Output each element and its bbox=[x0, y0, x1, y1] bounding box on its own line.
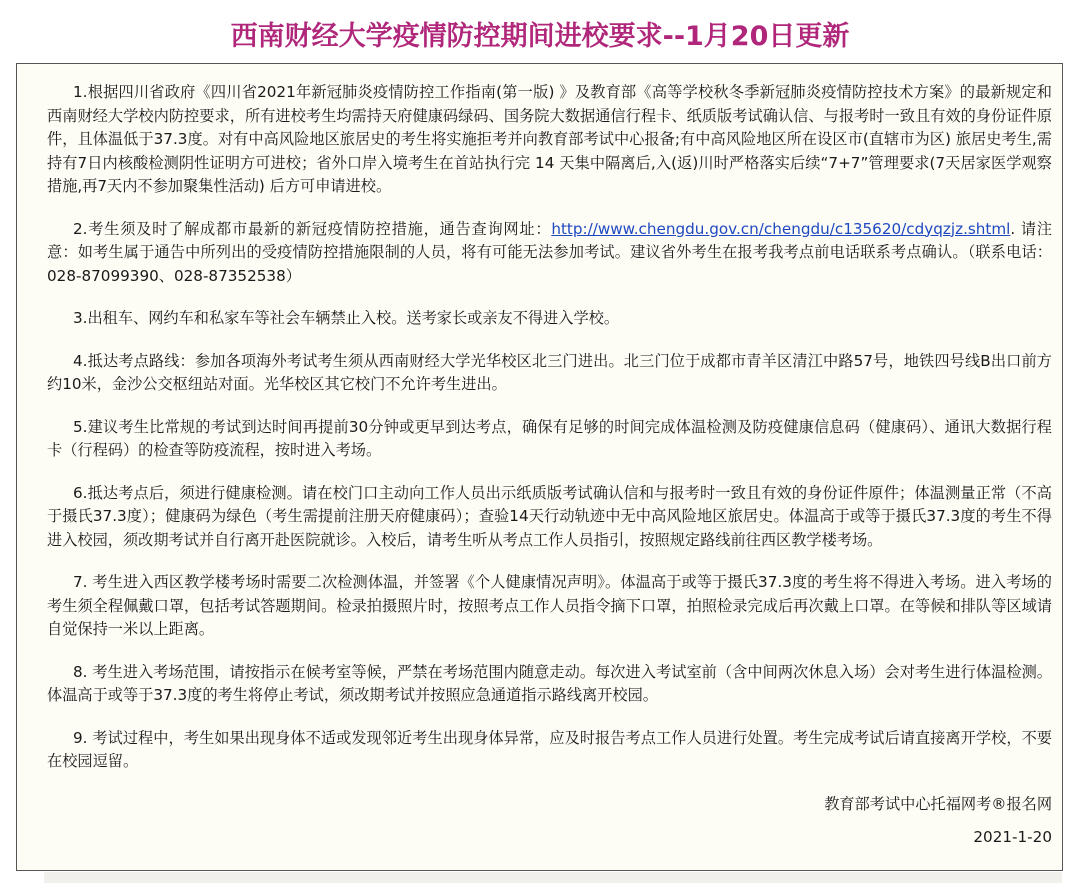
paragraph-2-suffix: . 请注意：如考生属于通告中所列出的受疫情防控措施限制的人员，将有可能无法参加考试。建议省外考生在报考我考点前电话联系考点确认。（联系电话：028-87099390、028-87352538） bbox=[47, 219, 1052, 285]
paragraph-6: 6.抵达考点后，须进行健康检测。请在校门口主动向工作人员出示纸质版考试确认信和与报考时一致且有效的身份证件原件；体温测量正常（不高于摄氏37.3度）；健康码为绿色（考生需提前注册天府健康码）；查验14天行动轨迹中无中高风险地区旅居史。体温高于或等于摄氏37.3度的考生不得进入校园，须改期考试并自行离开赴医院就诊。入校后，请考生听从考点工作人员指引，按照规定路线前往西区教学楼考场。 bbox=[47, 483, 1052, 549]
paragraph-2 bbox=[47, 218, 1052, 289]
paragraph-9: 9. 考试过程中，考生如果出现身体不适或发现邻近考生出现身体异常，应及时报告考点工作人员进行处置。考生完成考试后请直接离开学校，不要在校园逗留。 bbox=[47, 728, 1052, 770]
chengdu-notice-link[interactable]: http://www.chengdu.gov.cn/chengdu/c135620/cdyqzjz.shtml bbox=[551, 219, 1011, 238]
date-line: 2021-1-20 bbox=[973, 828, 1052, 846]
paragraph-3: 3.出租车、网约车和私家车等社会车辆禁止入校。送考家长或亲友不得进入学校。 bbox=[73, 309, 620, 327]
paragraph-7: 7. 考生进入西区教学楼考场时需要二次检测体温，并签署《个人健康情况声明》。体温高于或等于摄氏37.3度的考生将不得进入考场。进入考场的考生须全程佩戴口罩，包括考试答题期间。检录拍摄照片时，按照考点工作人员指令摘下口罩，拍照检录完成后再次戴上口罩。在等候和排队等区域请自觉保持一米以上距离。 bbox=[47, 573, 1052, 638]
notice-box bbox=[16, 63, 1063, 871]
paragraph-4: 4.抵达考点路线：参加各项海外考试考生须从西南财经大学光华校区北三门进出。北三门位于成都市青羊区清江中路57号，地铁四号线B出口前方约10米，金沙公交枢纽站对面。光华校区其它校门不允许考生进出。 bbox=[47, 351, 1052, 393]
source-line: 教育部考试中心托福网考®报名网 bbox=[824, 794, 1052, 813]
paragraph-2-prefix: 2.考生须及时了解成都市最新的新冠疫情防控措施，通告查询网址： bbox=[73, 219, 552, 238]
paragraph-8: 8. 考生进入考场范围，请按指示在候考室等候，严禁在考场范围内随意走动。每次进入考试室前（含中间两次休息入场）会对考生进行体温检测。体温高于或等于37.3度的考生将停止考试，须改期考试并按照应急通道指示路线离开校园。 bbox=[47, 662, 1052, 704]
page-title: 西南财经大学疫情防控期间进校要求--1月20日更新 bbox=[230, 21, 850, 52]
paragraph-5: 5.建议考生比常规的考试到达时间再提前30分钟或更早到达考点，确保有足够的时间完成体温检测及防疫健康信息码（健康码）、通讯大数据行程卡（行程码）的检查等防疫流程，按时进入考场。 bbox=[47, 417, 1052, 459]
bottom-strip bbox=[44, 872, 1062, 883]
paragraph-1: 1.根据四川省政府《四川省2021年新冠肺炎疫情防控工作指南(第一版) 》及教育部《高等学校秋冬季新冠肺炎疫情防控技术方案》的最新规定和西南财经大学校内防控要求，所有进校考生均需持天府健康码绿码、国务院大数据通信行程卡、纸质版考试确认信、与报考时一致且有效的身份证件原件，且体温低于37.3度。对有中高风险地区旅居史的考生将实施拒考并向教育部考试中心报备;有中高风险地区所在设区市(直辖市为区) 旅居史考生,需持有7日内核酸检测阴性证明方可进校；省外口岸入境考生在首站执行完 14 天集中隔离后,入(返)川时严格落实后续“7+7”管理要求(7天居家医学观察措施,再7天内不参加聚集性活动) 后方可申请进校。 bbox=[47, 83, 1052, 195]
